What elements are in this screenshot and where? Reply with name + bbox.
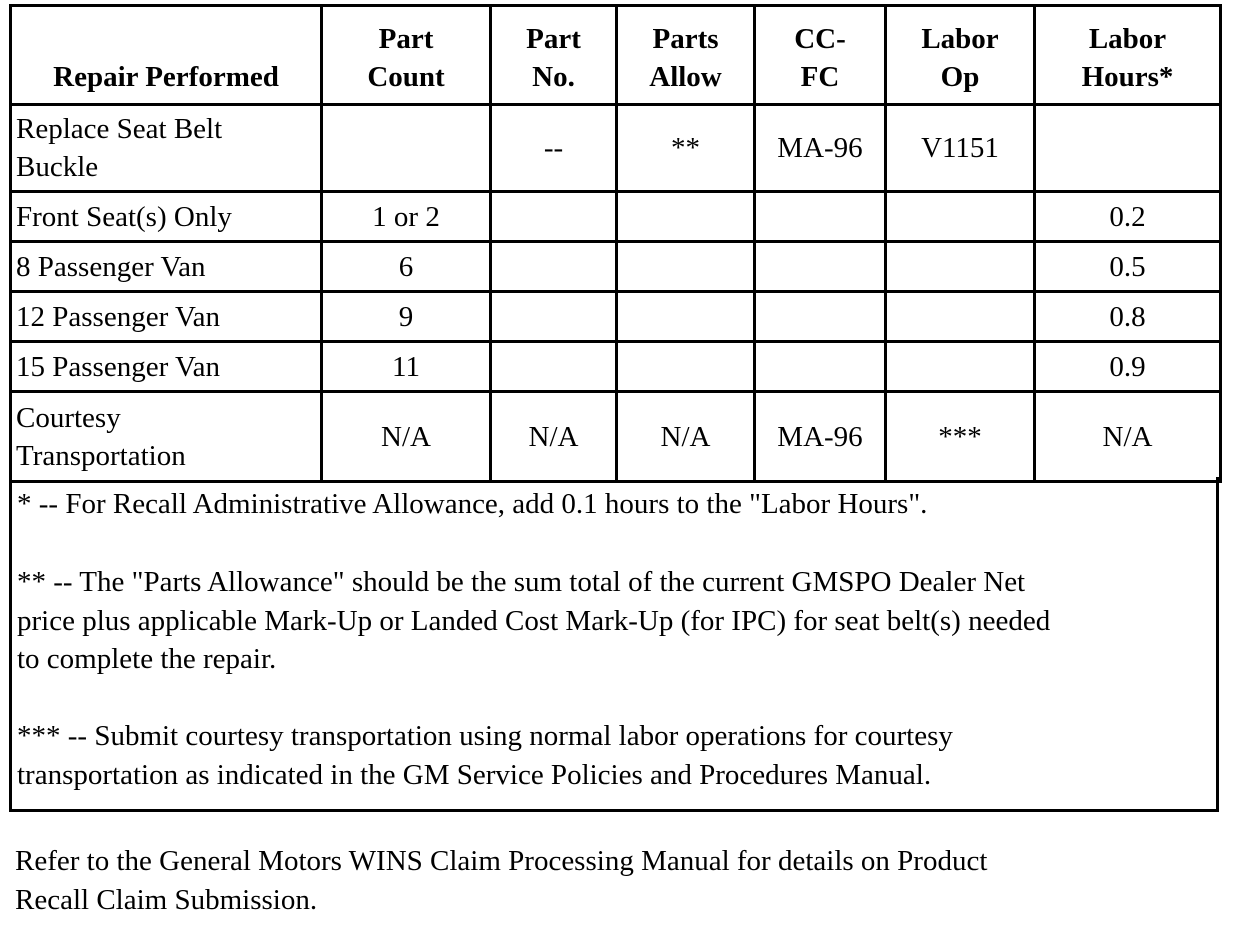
header-labor-hours: [1035, 6, 1221, 105]
parts-allow-cell: [617, 242, 755, 292]
repair-performed-cell: 12 Passenger Van: [11, 292, 322, 342]
header-line2: Repair Performed: [53, 61, 279, 93]
footnote-line: *** -- Submit courtesy transportation using normal labor operations for courtesy: [17, 720, 953, 752]
cc-fc-cell: MA-96: [755, 392, 886, 482]
footer-line: Refer to the General Motors WINS Claim Processing Manual for details on Product: [15, 845, 988, 877]
header-line1: CC-: [794, 23, 846, 55]
header-line2: Count: [367, 61, 445, 93]
header-cc-fc: [755, 6, 886, 105]
labor-hours-cell: 0.2: [1035, 192, 1221, 242]
repair-line2: Transportation: [16, 439, 186, 472]
parts-allow-cell: **: [617, 105, 755, 192]
repair-performed-cell: 8 Passenger Van: [11, 242, 322, 292]
header-line1: Part: [526, 23, 581, 55]
header-line1: Labor: [921, 23, 999, 55]
table-row: [11, 392, 1221, 482]
labor-op-cell: [886, 292, 1035, 342]
footnote-courtesy-transportation: [17, 717, 1213, 794]
labor-hours-cell: 0.5: [1035, 242, 1221, 292]
table-header-row: [11, 6, 1221, 105]
part-no-cell: N/A: [491, 392, 617, 482]
labor-op-cell: [886, 192, 1035, 242]
part-count-cell: [322, 105, 491, 192]
header-line1: Parts: [652, 23, 719, 55]
labor-op-cell: ***: [886, 392, 1035, 482]
part-count-cell: 1 or 2: [322, 192, 491, 242]
table-row: [11, 292, 1221, 342]
cc-fc-cell: [755, 192, 886, 242]
header-line1: Labor: [1088, 23, 1167, 55]
labor-hours-cell: N/A: [1035, 392, 1221, 482]
header-line2: Hours*: [1081, 61, 1174, 93]
header-labor-op: [886, 6, 1035, 105]
header-part-no: [491, 6, 617, 105]
header-line1: Part: [378, 23, 434, 55]
labor-op-cell: V1151: [886, 105, 1035, 192]
repair-performed-cell: Front Seat(s) Only: [11, 192, 322, 242]
header-line2: No.: [532, 61, 575, 93]
header-line2: Op: [940, 61, 980, 93]
footnote-line: ** -- The "Parts Allowance" should be the sum total of the current GMSPO Dealer Net: [17, 566, 1026, 598]
footnote-line: transportation as indicated in the GM Service Policies and Procedures Manual.: [17, 758, 932, 791]
part-count-cell: N/A: [322, 392, 491, 482]
repair-performed-cell: [11, 392, 322, 482]
footer-line: Recall Claim Submission.: [15, 883, 318, 916]
labor-hours-cell: 0.9: [1035, 342, 1221, 392]
header-part-count: [322, 6, 491, 105]
claim-processing-reference: [15, 842, 1215, 919]
cc-fc-cell: [755, 242, 886, 292]
header-line2: Allow: [649, 61, 722, 93]
part-count-cell: 6: [322, 242, 491, 292]
footnote-parts-allowance: [17, 563, 1213, 679]
part-count-cell: 11: [322, 342, 491, 392]
repair-line1: Courtesy: [16, 401, 121, 434]
part-no-cell: [491, 342, 617, 392]
repair-line2: Buckle: [16, 151, 99, 183]
labor-hours-cell: 0.8: [1035, 292, 1221, 342]
footnotes-box: [9, 477, 1219, 812]
table-row: [11, 105, 1221, 192]
footnote-admin-allowance: [17, 485, 1213, 524]
repair-performed-cell: [11, 105, 322, 192]
parts-allow-cell: [617, 192, 755, 242]
parts-allow-cell: [617, 292, 755, 342]
part-no-cell: [491, 192, 617, 242]
header-line2: FC: [800, 61, 840, 93]
cc-fc-cell: [755, 292, 886, 342]
repair-performed-cell: 15 Passenger Van: [11, 342, 322, 392]
part-count-cell: 9: [322, 292, 491, 342]
labor-op-cell: [886, 242, 1035, 292]
labor-op-cell: [886, 342, 1035, 392]
labor-claim-table: [9, 4, 1222, 483]
footnote-line: price plus applicable Mark-Up or Landed Cost Mark-Up (for IPC) for seat belt(s) needed: [17, 604, 1051, 637]
parts-allow-cell: N/A: [617, 392, 755, 482]
part-no-cell: --: [491, 105, 617, 192]
footnote-line: * -- For Recall Administrative Allowance, add 0.1 hours to the "Labor Hours".: [17, 488, 928, 520]
header-repair-performed: [11, 6, 322, 105]
cc-fc-cell: MA-96: [755, 105, 886, 192]
header-parts-allow: [617, 6, 755, 105]
table-row: [11, 342, 1221, 392]
part-no-cell: [491, 292, 617, 342]
labor-hours-cell: [1035, 105, 1221, 192]
table-row: [11, 242, 1221, 292]
parts-allow-cell: [617, 342, 755, 392]
repair-line1: Replace Seat Belt: [16, 113, 223, 145]
footnote-line: to complete the repair.: [17, 643, 277, 675]
part-no-cell: [491, 242, 617, 292]
cc-fc-cell: [755, 342, 886, 392]
table-row: [11, 192, 1221, 242]
